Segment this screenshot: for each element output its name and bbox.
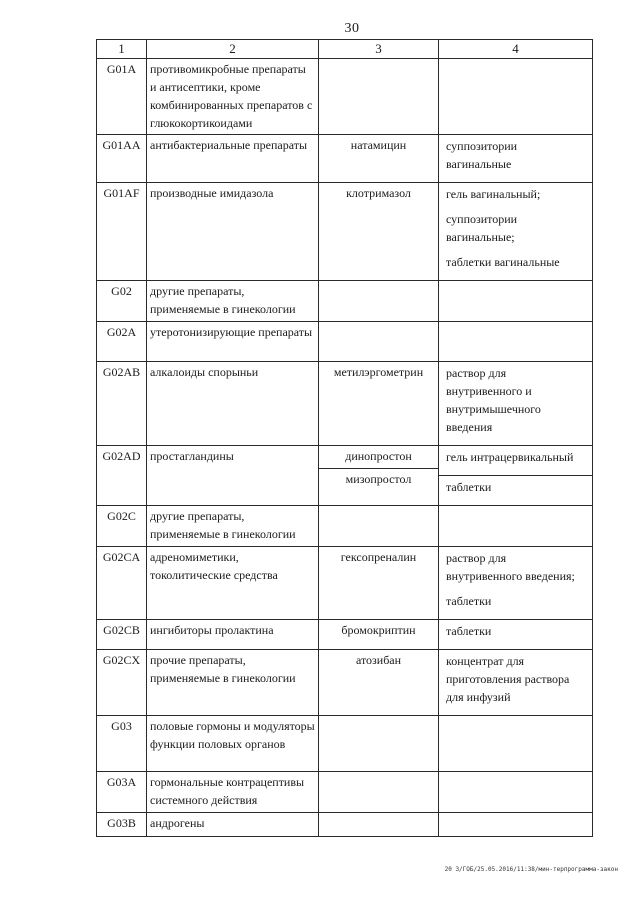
dosage-form-group — [439, 547, 592, 619]
atc-group-name: половые гормоны и модуляторы функции половых органов — [147, 716, 319, 772]
column-header: 4 — [439, 40, 593, 59]
column-header: 2 — [147, 40, 319, 59]
table-row — [97, 620, 593, 650]
dosage-form-cell — [439, 322, 593, 362]
atc-code: G02CA — [97, 547, 147, 620]
column-header: 3 — [319, 40, 439, 59]
atc-code: G02AB — [97, 362, 147, 446]
page-number: 30 — [344, 21, 360, 36]
inn-cell — [319, 772, 439, 813]
dosage-form-group — [439, 446, 592, 475]
atc-code: G03B — [97, 813, 147, 837]
dosage-form-group — [439, 183, 592, 280]
table-row — [97, 547, 593, 620]
inn-name: динопростон — [345, 449, 412, 463]
dosage-form: концентрат для приготовления раствора для инфузий — [446, 654, 570, 704]
dosage-form-cell — [439, 772, 593, 813]
atc-group-name: другие препараты, применяемые в гинекологии — [147, 281, 319, 322]
inn-name: атозибан — [355, 653, 402, 667]
drug-table — [96, 39, 593, 837]
header-row — [97, 40, 593, 59]
inn-cell — [319, 446, 439, 506]
atc-group-name: прочие препараты, применяемые в гинекологии — [147, 650, 319, 716]
column-header: 1 — [97, 40, 147, 59]
inn-cell — [319, 59, 439, 135]
atc-code: G02C — [97, 506, 147, 547]
table-row — [97, 362, 593, 446]
atc-code: G02A — [97, 322, 147, 362]
atc-code: G02 — [97, 281, 147, 322]
inn-name: мизопростол — [319, 468, 438, 491]
atc-group-name: адреномиметики, токолитические средства — [147, 547, 319, 620]
atc-group-name: простагландины — [147, 446, 319, 506]
dosage-form-cell — [439, 362, 593, 446]
dosage-form: гель вагинальный; — [446, 187, 541, 201]
dosage-form: таблетки вагинальные — [446, 255, 560, 269]
dosage-form-cell — [439, 813, 593, 837]
atc-code: G03A — [97, 772, 147, 813]
inn-name: натамицин — [350, 138, 407, 152]
atc-code: G02AD — [97, 446, 147, 506]
dosage-form-cell — [439, 506, 593, 547]
atc-code: G03 — [97, 716, 147, 772]
atc-group-name: андрогены — [147, 813, 319, 837]
inn-name: клотримазол — [346, 186, 411, 200]
table-row — [97, 813, 593, 837]
inn-cell — [319, 322, 439, 362]
dosage-form-cell — [439, 716, 593, 772]
atc-group-name: ингибиторы пролактина — [147, 620, 319, 650]
dosage-form-group — [439, 475, 592, 505]
dosage-form-group — [439, 650, 592, 715]
atc-code: G01A — [97, 59, 147, 135]
atc-group-name: антибактериальные препараты — [147, 135, 319, 183]
inn-cell — [319, 281, 439, 322]
inn-cell — [319, 716, 439, 772]
atc-group-name: гормональные контрацептивы системного действия — [147, 772, 319, 813]
table-row — [97, 135, 593, 183]
dosage-form: раствор для внутривенного и внутримышечного введения — [446, 366, 541, 434]
dosage-form: суппозитории вагинальные — [446, 139, 518, 171]
dosage-form-group — [439, 620, 592, 649]
table-row — [97, 281, 593, 322]
dosage-form: таблетки — [446, 624, 492, 638]
table-row — [97, 716, 593, 772]
dosage-form-cell — [439, 183, 593, 281]
inn-name: бромокриптин — [341, 623, 416, 637]
inn-cell — [319, 547, 439, 620]
inn-cell — [319, 650, 439, 716]
table-row — [97, 183, 593, 281]
dosage-form-cell — [439, 135, 593, 183]
dosage-form-cell — [439, 446, 593, 506]
table-row — [97, 446, 593, 506]
table-row — [97, 772, 593, 813]
inn-name: метилэргометрин — [333, 365, 424, 379]
atc-group-name: производные имидазола — [147, 183, 319, 281]
dosage-form-cell — [439, 59, 593, 135]
atc-group-name: другие препараты, применяемые в гинекологии — [147, 506, 319, 547]
footer-stamp: 20 3/ГОБ/25.05.2016/11:38/мин-терпрограмма-закон — [444, 866, 618, 873]
dosage-form: раствор для внутривенного введения; — [446, 551, 575, 583]
atc-code: G02CB — [97, 620, 147, 650]
atc-group-name: утеротонизирующие препараты — [147, 322, 319, 362]
dosage-form: гель интрацервикальный — [446, 450, 574, 464]
dosage-form-cell — [439, 281, 593, 322]
atc-code: G02CX — [97, 650, 147, 716]
dosage-form: таблетки — [446, 480, 492, 494]
inn-cell — [319, 620, 439, 650]
dosage-form: суппозитории вагинальные; — [446, 212, 518, 244]
atc-code: G01AA — [97, 135, 147, 183]
dosage-form-cell — [439, 650, 593, 716]
dosage-form-group — [439, 135, 592, 182]
atc-code: G01AF — [97, 183, 147, 281]
inn-cell — [319, 813, 439, 837]
inn-cell — [319, 183, 439, 281]
table-row — [97, 59, 593, 135]
dosage-form-cell — [439, 547, 593, 620]
table-row — [97, 650, 593, 716]
inn-cell — [319, 362, 439, 446]
table-row — [97, 506, 593, 547]
dosage-form-cell — [439, 620, 593, 650]
inn-name: гексопреналин — [340, 550, 417, 564]
inn-cell — [319, 506, 439, 547]
atc-group-name: алкалоиды спорыньи — [147, 362, 319, 446]
dosage-form: таблетки — [446, 594, 492, 608]
table-row — [97, 322, 593, 362]
inn-cell — [319, 135, 439, 183]
atc-group-name: противомикробные препараты и антисептики, кроме комбинированных препаратов с глюкокортикоидами — [147, 59, 319, 135]
dosage-form-group — [439, 362, 592, 445]
